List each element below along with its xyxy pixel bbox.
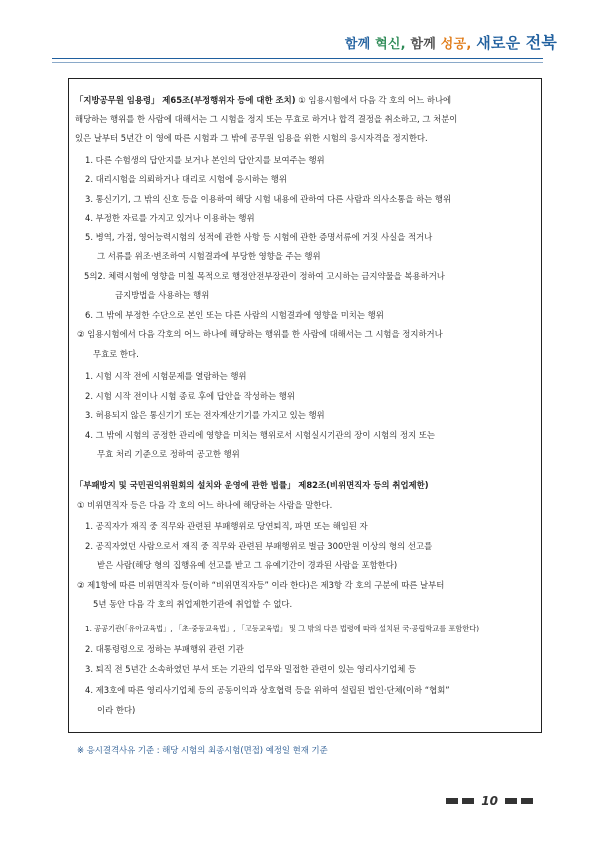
- list-item-cont: 금지방법을 사용하는 행위: [115, 290, 210, 300]
- page-number-block: [446, 794, 533, 808]
- slogan-part: 성공,: [440, 37, 477, 52]
- slogan-part: 함께: [410, 37, 441, 52]
- list-item-cont: 이라 한다): [97, 705, 136, 715]
- list-item: 2. 대리시험을 의뢰하거나 대리로 시험에 응시하는 행위: [85, 174, 287, 184]
- list-item-cont: 받은 사람(해당 형의 집행유예 선고를 받고 그 유예기간이 경과된 사람을 포함한다): [97, 560, 398, 570]
- section1-first-line: [75, 94, 537, 106]
- list-item: 6. 그 밖에 부정한 수단으로 본인 또는 다른 사람의 시험결과에 영향을 미치는 행위: [85, 310, 384, 320]
- page-bar-left: [462, 798, 474, 804]
- list-item: 2. 공직자였던 사람으로서 재직 중 직무와 관련된 부패행위로 벌금 300만원 이상의 형의 선고를: [85, 541, 433, 551]
- list-item: 1. 다른 수험생의 답안지를 보거나 본인의 답안지를 보여주는 행위: [85, 155, 325, 165]
- list-item: 1. 시험 시작 전에 시험문제를 열람하는 행위: [85, 371, 247, 381]
- text-line: 해당하는 행위를 한 사람에 대해서는 그 시험을 정지 또는 무효로 하거나 합격 결정을 취소하고, 그 처분이: [75, 114, 458, 124]
- list-item: 3. 퇴직 전 5년간 소속하였던 부서 또는 기관의 업무와 밀접한 관련이 있는 영리사기업체 등: [85, 664, 417, 674]
- list-item: 3. 허용되지 않은 통신기기 또는 전자계산기기를 가지고 있는 행위: [85, 410, 325, 420]
- slogan-part: 혁신,: [375, 37, 411, 52]
- clause: ② 제1항에 따른 비위면직자 등(이하 “비위면직자등” 이라 한다)은 제3항 각 호의 구분에 따른 날부터: [77, 580, 445, 590]
- slogan-part: 전북: [525, 33, 557, 52]
- list-item-cont: 그 서류를 위조·변조하여 시험결과에 부당한 영향을 주는 행위: [97, 251, 321, 261]
- text-line: 있은 날부터 5년간 이 영에 따른 시험과 그 밖에 공무원 임용을 위한 시험의 응시자격을 정지한다.: [75, 133, 428, 143]
- list-item: 5의2. 체력시험에 영향을 미칠 목적으로 행정안전부장관이 정하여 고시하는 금지약물을 복용하거나: [84, 271, 445, 281]
- list-item: 4. 부정한 자료를 가지고 있거나 이용하는 행위: [85, 213, 255, 223]
- page-bar-left: [446, 798, 458, 804]
- section1-title: 「지방공무원 임용령」 제65조(부정행위자 등에 대한 조치): [75, 95, 296, 105]
- page-bar-right: [521, 798, 533, 804]
- page-bar-right: [505, 798, 517, 804]
- clause: ① 비위면직자 등은 다음 각 호의 어느 하나에 해당하는 사람을 말한다.: [77, 500, 333, 510]
- clause-cont: 무효로 한다.: [93, 349, 139, 359]
- list-item: 3. 통신기기, 그 밖의 신호 등을 이용하여 해당 시험 내용에 관하여 다른 사람과 의사소통을 하는 행위: [85, 194, 452, 204]
- text-line: ① 임용시험에서 다음 각 호의 어느 하나에: [295, 95, 452, 105]
- list-item: 2. 대통령령으로 정하는 부패행위 관련 기관: [85, 644, 244, 654]
- footnote: ※ 응시결격사유 기준 : 해당 시험의 최종시험(면접) 예정일 현재 기준: [77, 745, 328, 755]
- slogan-part: 함께: [344, 37, 376, 52]
- header-rule: [52, 58, 543, 59]
- list-item-cont: 무효 처리 기준으로 정하여 공고한 행위: [97, 449, 240, 459]
- header-slogan: [345, 30, 557, 53]
- clause: ② 임용시험에서 다음 각호의 어느 하나에 해당하는 행위를 한 사람에 대해서는 그 시험을 정지하거나: [77, 329, 443, 339]
- list-item: 1. 공직자가 재직 중 직무와 관련된 부패행위로 당연퇴직, 파면 또는 해임된 자: [85, 521, 368, 531]
- clause-cont: 5년 동안 다음 각 호의 취업제한기관에 취업할 수 없다.: [93, 599, 293, 609]
- list-item: 4. 제3호에 따른 영리사기업체 등의 공동이익과 상호협력 등을 위하여 설립된 법인·단체(이하 “협회”: [85, 685, 450, 695]
- list-item: 1. 공공기관(「유아교육법」, 「초·중등교육법」, 「고등교육법」 및 그 밖의 다른 법령에 따라 설치된 국·공립학교를 포함한다): [85, 624, 480, 633]
- slogan-part: 새로운: [476, 34, 526, 52]
- header-rule-thin: [52, 62, 543, 63]
- list-item: 4. 그 밖에 시험의 공정한 관리에 영향을 미치는 행위로서 시험실시기관의 장이 시험의 정지 또는: [85, 430, 436, 440]
- section2-title: 「부패방지 및 국민권익위원회의 설치와 운영에 관한 법률」 제82조(비위면직자 등의 취업제한): [75, 480, 429, 490]
- list-item: 5. 병역, 가점, 영어능력시험의 성적에 관한 사항 등 시험에 관한 증명서류에 거짓 사실을 적거나: [85, 232, 433, 242]
- list-item: 2. 시험 시작 전이나 시험 종료 후에 답안을 작성하는 행위: [85, 391, 295, 401]
- page-number: 10: [481, 794, 498, 808]
